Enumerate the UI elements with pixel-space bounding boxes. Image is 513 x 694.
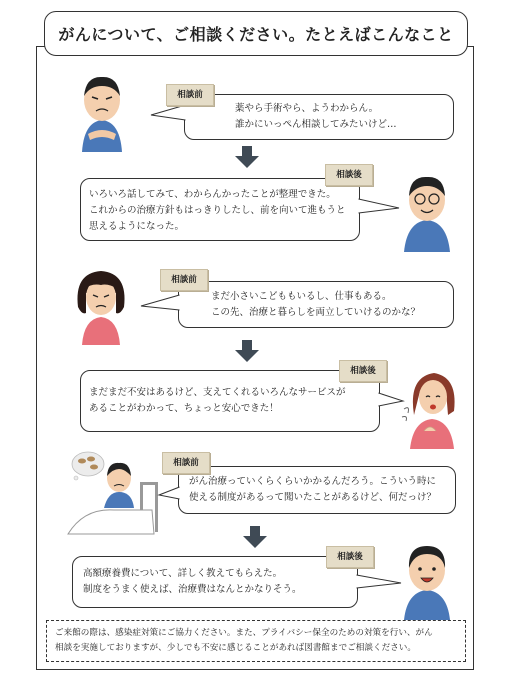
bubble-5-tail	[158, 486, 180, 506]
speech-bubble-1	[184, 94, 454, 140]
tag-after: 相談後	[339, 360, 387, 382]
relieved-woman-illustration	[400, 365, 460, 449]
speech-bubble-5	[178, 466, 456, 514]
bubble-4-tail	[378, 392, 404, 412]
notice-line-1: ご来館の際は、感染症対策にご協力ください。また、プライバシー保全のための対策を行い、がん	[55, 628, 433, 638]
relieved-man-illustration	[398, 168, 456, 252]
bubble-3-line-2: この先、治療と暮らしを両立していけるのかな？	[211, 307, 421, 318]
bubble-4-line-2: あることがわかって、ちょっと安心できた！	[89, 403, 279, 414]
bubble-2-line-1: いろいろ話してみて、わからんかったことが整理できた。	[89, 189, 336, 200]
bubble-3-line-1: まだ小さいこどももいるし、仕事もある。	[211, 291, 392, 302]
page-title: がんについて、ご相談ください。たとえばこんなこと	[44, 11, 468, 56]
tag-before: 相談前	[160, 269, 208, 291]
tag-after: 相談後	[325, 164, 373, 186]
tag-before: 相談前	[166, 84, 214, 106]
bubble-4-line-1: まだまだ不安はあるけど、支えてくれるいろんなサービスが	[89, 387, 346, 398]
tag-after: 相談後	[326, 546, 374, 568]
bubble-2-line-2: これからの治療方針もはっきりしたし、前を向いて進もうと	[89, 205, 346, 216]
bubble-2-line-3: 思えるようになった。	[89, 221, 185, 232]
down-arrow-icon	[235, 340, 259, 362]
bubble-5-line-2: 使える制度があるって聞いたことがあるけど、何だっけ？	[189, 492, 437, 503]
speech-bubble-4	[80, 370, 380, 432]
down-arrow-icon	[243, 526, 267, 548]
down-arrow-icon	[235, 146, 259, 168]
anxious-woman-illustration	[70, 263, 132, 345]
bubble-5-line-1: がん治療っていくらくらいかかるんだろう。こういう時に	[189, 476, 437, 487]
worried-man-illustration	[74, 70, 130, 152]
tag-before: 相談前	[162, 452, 210, 474]
bubble-1-tail	[150, 104, 186, 124]
bubble-6-line-2: 制度をうまく使えば、治療費はなんとかなりそう。	[83, 584, 302, 595]
bubble-6-line-1: 高額療養費について、詳しく教えてもらえた。	[83, 568, 283, 579]
bubble-2-tail	[358, 198, 400, 218]
visitor-notice	[46, 620, 466, 662]
bubble-1-line-1: 薬やら手術やら、ようわからん。	[235, 103, 379, 114]
notice-line-2: 相談を実施しておりますが、少しでも不安に感じることがあれば図書館までご相談ください。	[55, 643, 416, 653]
speech-bubble-3	[178, 281, 454, 328]
bubble-6-tail	[356, 574, 402, 594]
smiling-man-illustration	[398, 540, 456, 620]
speech-bubble-6	[72, 556, 358, 608]
bubble-1-line-2: 誰かにいっぺん相談してみたいけど…	[235, 119, 397, 130]
patient-in-bed-illustration	[64, 448, 164, 536]
speech-bubble-2	[80, 178, 360, 241]
bubble-3-tail	[140, 294, 180, 314]
